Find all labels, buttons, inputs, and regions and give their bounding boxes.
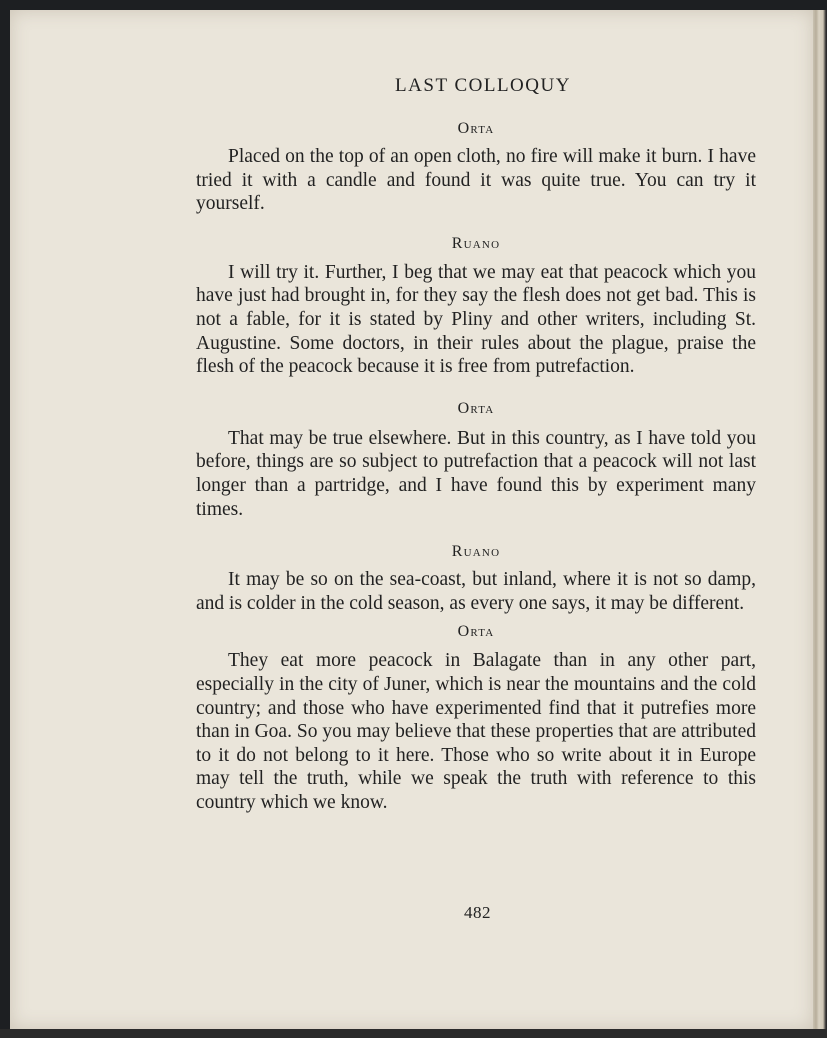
- speaker-heading: Orta: [457, 399, 495, 417]
- page-edge: [813, 10, 827, 1029]
- dialogue-paragraph: They eat more peacock in Balagate than in any other part, especially in the city of Juner, which is near the mountains and the cold country; and those who have experimented find that it putrefies more than in Goa. So you may believe that these properties that are attributed to it do not belong to it here. Those who so write about it in Europe may tell the truth, while we speak the truth with reference to this country which we know.: [196, 650, 756, 813]
- dialogue-paragraph: Placed on the top of an open cloth, no fire will make it burn. I have tried it with a candle and found it was quite true. You can try it yourself.: [196, 146, 756, 215]
- running-head: LAST COLLOQUY: [395, 75, 571, 96]
- speaker-heading: Orta: [457, 623, 495, 641]
- speaker-heading: Ruano: [451, 543, 501, 561]
- speaker-heading: Ruano: [451, 234, 501, 252]
- page-content: [196, 74, 756, 814]
- dialogue-paragraph: That may be true elsewhere. But in this country, as I have told you before, things are so subject to putrefaction that a peacock will not last longer than a partridge, and I have found this by experiment many times.: [196, 427, 756, 520]
- dialogue-paragraph: I will try it. Further, I beg that we may eat that peacock which you have just had brought in, for they say the flesh does not get bad. This is not a fable, for it is stated by Pliny and other writers, including St. Augustine. Some doctors, in their rules about the plague, praise the flesh of the peacock because it is free from putrefaction.: [196, 261, 756, 378]
- bottom-edge: [0, 1029, 827, 1038]
- page-number: 482: [464, 903, 491, 922]
- speaker-heading: Orta: [457, 120, 495, 137]
- dialogue-paragraph: It may be so on the sea-coast, but inland, where it is not so damp, and is colder in the cold season, as every one says, it may be different.: [196, 569, 756, 614]
